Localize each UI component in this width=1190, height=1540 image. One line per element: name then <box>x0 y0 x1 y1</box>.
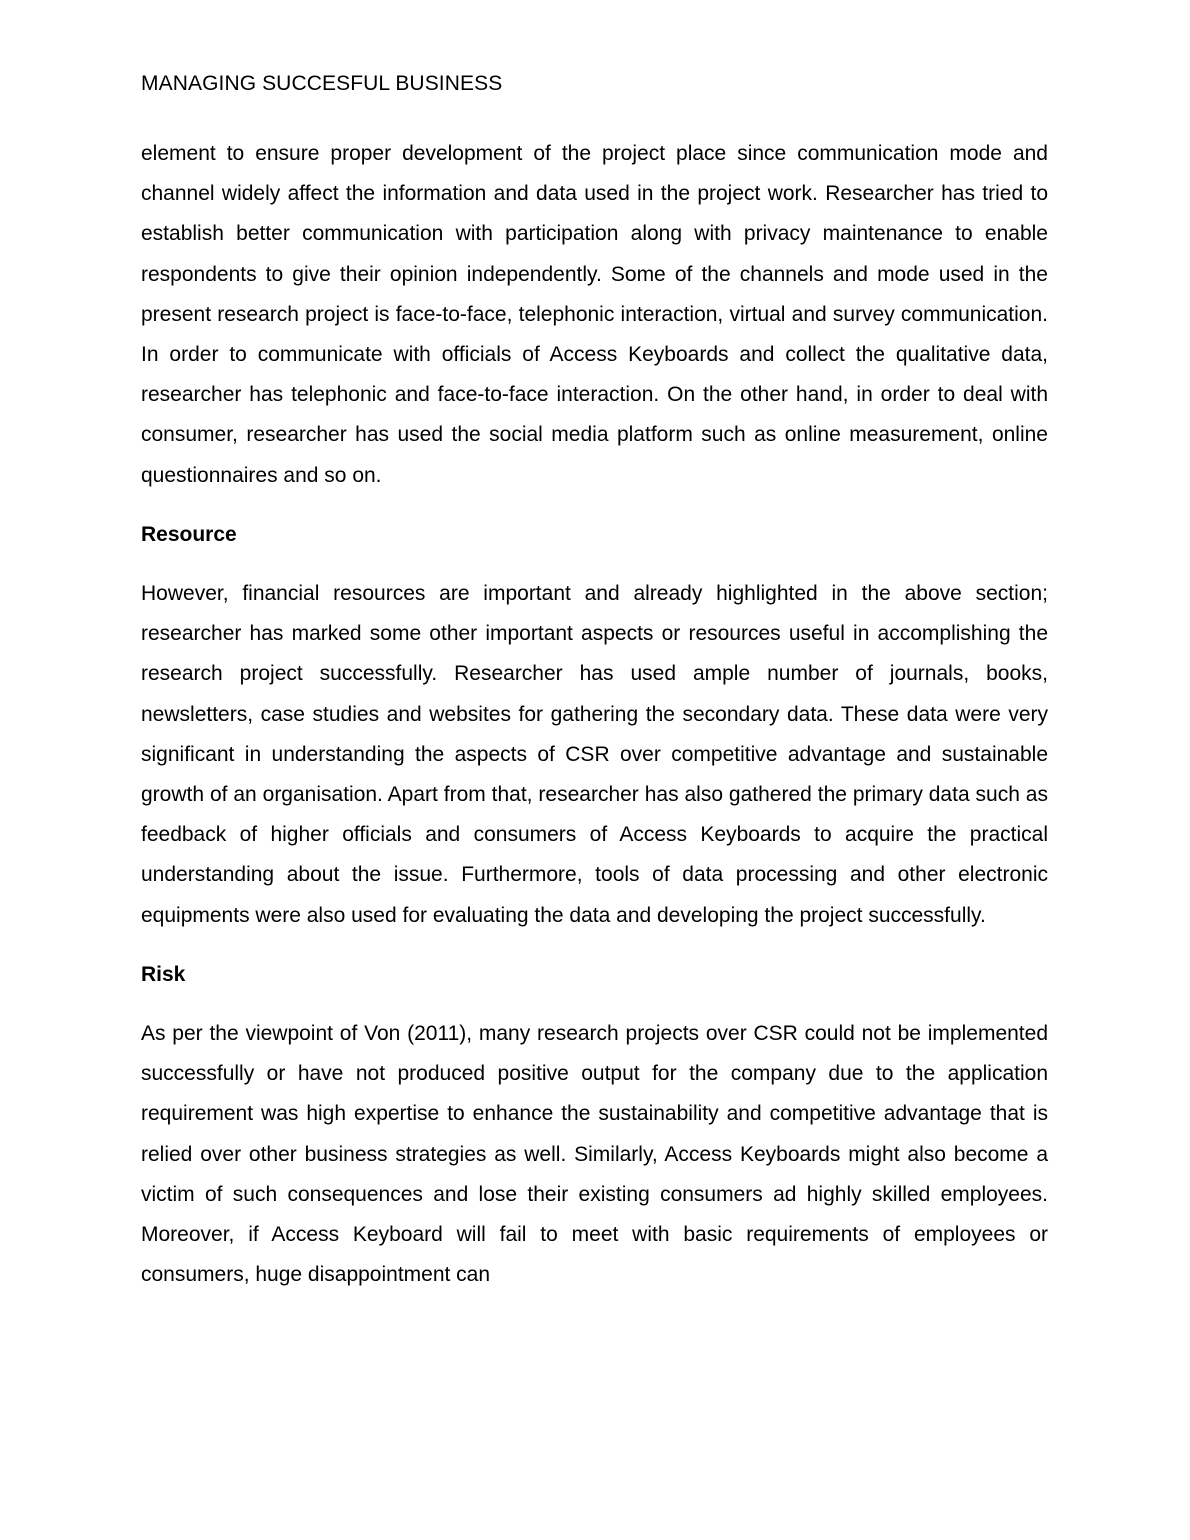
document-body <box>141 134 1048 1295</box>
paragraph-risk: As per the viewpoint of Von (2011), many research projects over CSR could not be implemented successfully or have not produced positive output for the company due to the application requirement was high expertise to enhance the sustainability and competitive advantage that is relied over other business strategies as well. Similarly, Access Keyboards might also become a victim of such consequences and lose their existing consumers ad highly skilled employees. Moreover, if Access Keyboard will fail to meet with basic requirements of employees or consumers, huge disappointment can <box>141 1022 1048 1287</box>
paragraph-communication: element to ensure proper development of the project place since communication mode and channel widely affect the information and data used in the project work. Researcher has tried to establish better communication with participation along with privacy maintenance to enable respondents to give their opinion independently. Some of the channels and mode used in the present research project is face-to-face, telephonic interaction, virtual and survey communication. In order to communicate with officials of Access Keyboards and collect the qualitative data, researcher has telephonic and face-to-face interaction. On the other hand, in order to deal with consumer, researcher has used the social media platform such as online measurement, online questionnaires and so on. <box>141 142 1048 487</box>
section-heading-risk: Risk <box>141 962 186 986</box>
running-header: MANAGING SUCCESFUL BUSINESS <box>141 72 503 95</box>
section-heading-resource: Resource <box>141 522 237 546</box>
paragraph-resource: However, financial resources are important and already highlighted in the above section; researcher has marked some other important aspects or resources useful in accomplishing the research project successfully. Researcher has used ample number of journals, books, newsletters, case studies and websites for gathering the secondary data. These data were very significant in understanding the aspects of CSR over competitive advantage and sustainable growth of an organisation. Apart from that, researcher has also gathered the primary data such as feedback of higher officials and consumers of Access Keyboards to acquire the practical understanding about the issue. Furthermore, tools of data processing and other electronic equipments were also used for evaluating the data and developing the project successfully. <box>141 582 1048 927</box>
